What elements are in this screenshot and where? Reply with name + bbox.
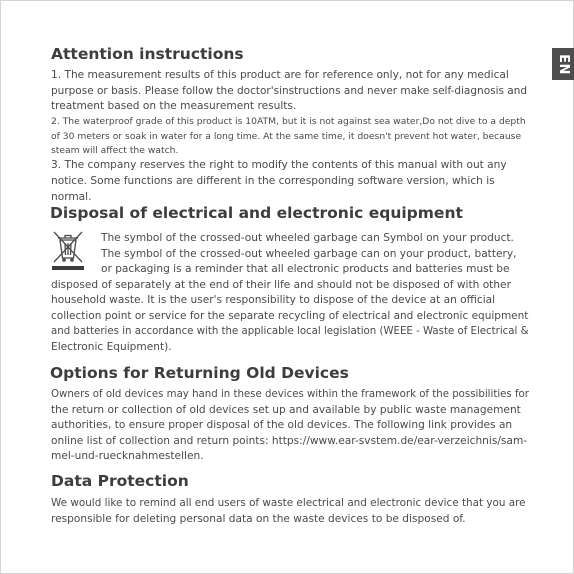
disposal-line2: household waste. It is the user's responsibility to dispose of the device at an official bbox=[51, 294, 496, 306]
language-tab-label: EN bbox=[555, 53, 571, 75]
attention-p2-line3: steam will affect the watch. bbox=[51, 145, 179, 156]
attention-title: Attention instructions bbox=[51, 45, 244, 63]
options-line5: mel-und-ruecknahmestellen. bbox=[51, 450, 204, 462]
attention-p2-line2: of 30 meters or soak in water for a long time. At the same time, it doesn't prevent hot water, because bbox=[51, 130, 522, 142]
disposal-line5: Electronic Equipment). bbox=[51, 340, 172, 353]
attention-p1-line3: treatment based on the measurement results. bbox=[51, 100, 297, 112]
disposal-indented-line2: The symbol of the crossed-out wheeled garbage can on your product, battery, bbox=[101, 247, 517, 260]
attention-p2-line1: 2. The waterproof grade of this product is 10ATM, but it is not against sea water,Do not dive to a depth bbox=[51, 116, 526, 127]
disposal-indented-line3: or packaging is a reminder that all electronic products and batteries must be bbox=[101, 263, 510, 275]
data-protection-line1: We would like to remind all end users of waste electrical and electronic device that you are bbox=[51, 497, 526, 509]
options-title: Options for Returning Old Devices bbox=[50, 364, 349, 382]
language-tab bbox=[552, 48, 574, 80]
attention-p3-line3: normal. bbox=[51, 190, 92, 203]
data-protection-title: Data Protection bbox=[51, 472, 189, 490]
attention-p3-line1: 3. The company reserves the right to modify the contents of this manual with out any bbox=[51, 159, 507, 171]
options-line3: authorities, to ensure proper disposal of the old devices. The following link provides an bbox=[51, 419, 513, 431]
disposal-line1: disposed of separately at the end of their life and should not be disposed of with other bbox=[51, 278, 511, 291]
crossed-out-wheeled-bin-icon bbox=[50, 229, 86, 271]
data-protection-line2: responsible for deleting personal data on the waste devices to be disposed of. bbox=[51, 512, 466, 525]
disposal-line4: and batteries in accordance with the applicable local legislation (WEEE - Waste of Electrical & bbox=[51, 326, 529, 337]
disposal-line3: collection point or service for the separate recycling of electrical and electronic equipment bbox=[51, 309, 529, 322]
disposal-title: Disposal of electrical and electronic equipment bbox=[50, 204, 463, 222]
options-line1: Owners of old devices may hand in these devices within the framework of the possibilities for bbox=[51, 389, 529, 400]
attention-p1-line2: purpose or basis. Please follow the doctor'sinstructions and never make self-diagnosis and bbox=[51, 84, 528, 97]
options-line2: the return or collection of old devices set up and available by public waste management bbox=[51, 403, 521, 416]
options-line4: online list of collection and return points: https://www.ear-svstem.de/ear-verzeichnis/sam- bbox=[51, 434, 528, 447]
attention-p1-line1: 1. The measurement results of this product are for reference only, not for any medical bbox=[51, 69, 509, 81]
attention-p3-line2: notice. Some functions are different in the corresponding software version, which is bbox=[51, 175, 495, 187]
disposal-indented-line1: The symbol of the crossed-out wheeled garbage can Symbol on your product. bbox=[101, 232, 514, 244]
